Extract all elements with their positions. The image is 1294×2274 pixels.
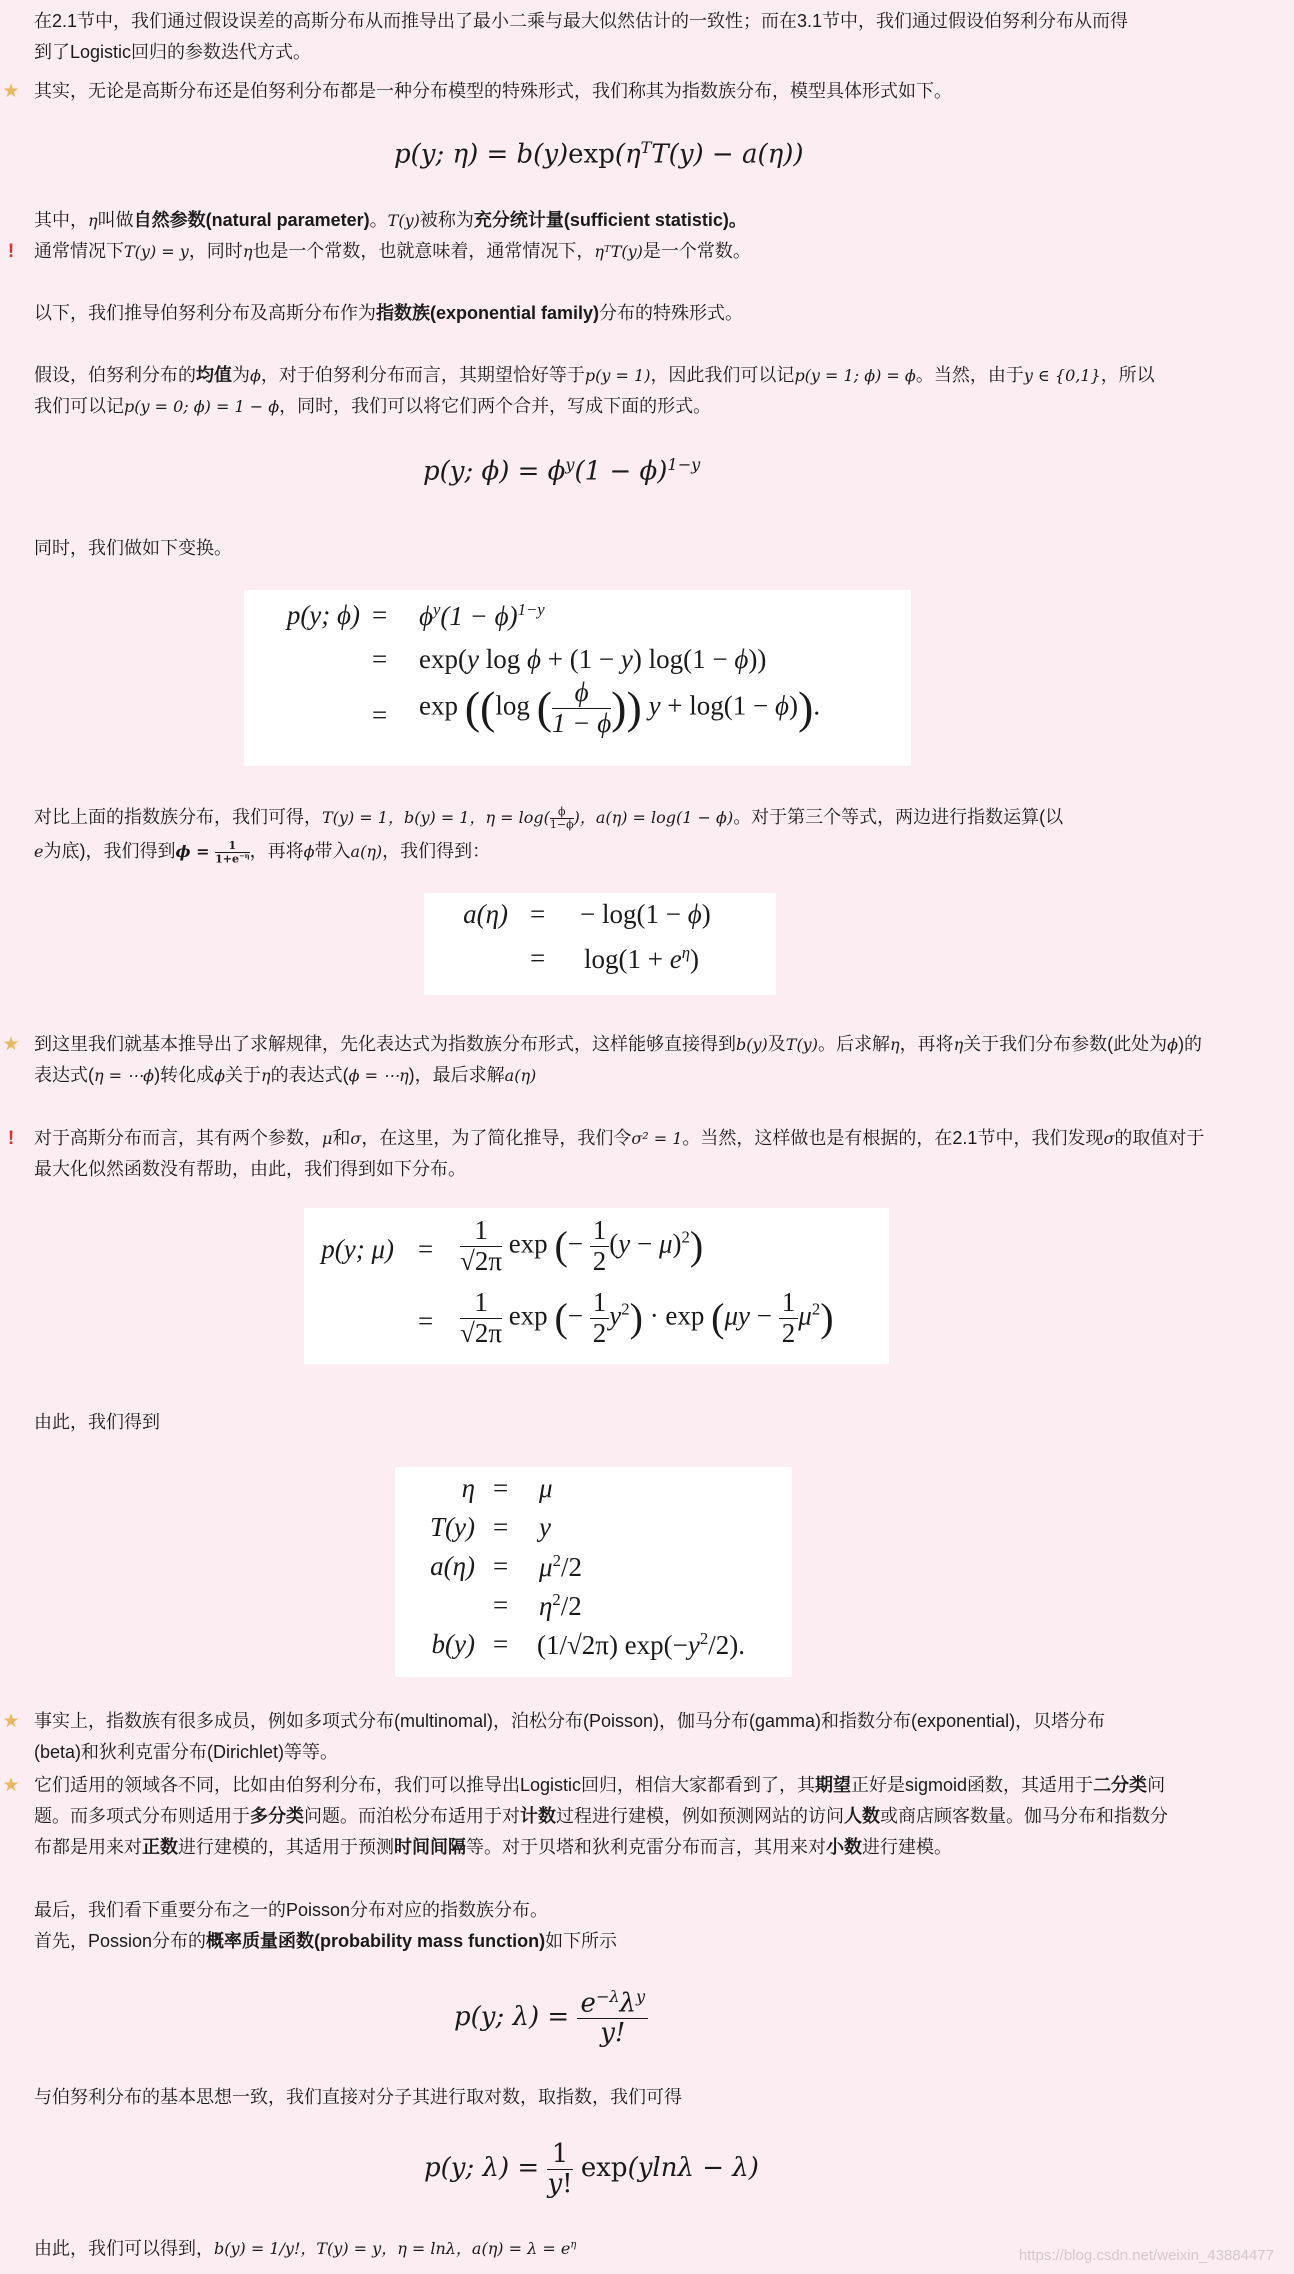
poisson-pmf-intro: 首先，Possion分布的概率质量函数(probability mass function)如下所示	[34, 1931, 618, 1951]
gaussian-result-intro: 由此，我们得到	[34, 1412, 160, 1432]
intro-paragraph-line2: 到了Logistic回归的参数迭代方式。	[34, 42, 312, 62]
a-eta-box: a(η) = − log(1 − ϕ) = $\log(1 + e^\eta)$	[424, 893, 776, 995]
applications-line2: 题。而多项式分布则适用于多分类问题。而泊松分布适用于对计数过程进行建模，例如预测网站的访问人数或商店顾客数量。伽马分布和指数分	[34, 1806, 1168, 1826]
compare-line1: 对比上面的指数族分布，我们可得，T(y) = 1，b(y) = 1，η = log( $\frac{\phi}{1-\phi}$ )，a(η) = log(1 − ϕ)。对于第三个等式，两边进行指数运算(以	[34, 804, 1064, 831]
derivation-row-1: p(y; ϕ) = $\phi^y(1 - \phi)^{1-y}$	[286, 600, 545, 631]
exclamation-icon: !	[7, 241, 15, 262]
bernoulli-mean-line2: 我们可以记p(y = 0; ϕ) = 1 − ϕ，同时，我们可以将它们两个合并，写成下面的形式。	[34, 396, 712, 416]
poisson-exp-equation: p(y; λ) = $\frac{1}{y!}$ exp(ylnλ − λ)	[424, 2139, 759, 2199]
derivation-summary-line1: 到这里我们就基本推导出了求解规律，先化表达式为指数族分布形式，这样能够直接得到b(y)及T(y)。后求解η，再将η关于我们分布参数(此处为ϕ)的	[34, 1034, 1203, 1054]
bernoulli-derivation-box	[244, 590, 911, 766]
star-icon: ★	[2, 1711, 20, 1732]
derivation-row-2: = exp(y log ϕ + (1 − y) log(1 − ϕ))	[372, 644, 767, 674]
derivation-row-3: = exp ((log ( $\frac{\phi}{1 - \phi}$ )) y + log(1 − ϕ)).	[372, 677, 821, 738]
constant-note-line: 通常情况下T(y) = y，同时η也是一个常数，也就意味着，通常情况下，ηᵀT(y)是一个常数。	[34, 241, 751, 261]
gaussian-params-box: η = μ T(y) = y a(η) = $\mu^2/2$ = $\eta^2/2$ b(y) = (1/√2π) $\exp(-y^2/2)$.	[395, 1467, 792, 1677]
poisson-pmf-equation: p(y; λ) = $\frac{e^{-\lambda}\lambda^y}{y!}$	[454, 1988, 648, 2048]
natural-parameter-line: 其中，η叫做自然参数(natural parameter)。T(y)被称为充分统计量(sufficient statistic)。	[34, 210, 747, 230]
gaussian-row-2: = $\frac{1}{√2\pi}$ exp (− $\frac{1}{2}$ $y^2) \cdot \exp (\mu y$ − $\frac{1}{2}$ $\mu^2$)	[418, 1287, 834, 1348]
compare-line2: e为底)，我们得到ϕ = $\frac{1}{1+e^{-\eta}}$ ，再将ϕ带入a(η)，我们得到：	[34, 838, 491, 866]
gaussian-derivation-box	[304, 1208, 889, 1364]
intro-paragraph-line1: 在2.1节中，我们通过假设误差的高斯分布从而推导出了最小二乘与最大似然估计的一致性；而在3.1节中，我们通过假设伯努利分布从而得	[34, 11, 1129, 31]
exp-family-equation: p(y; $\eta) = b(y)\exp(\eta^TT(y) - a(\eta))$	[394, 138, 804, 170]
poisson-result-line: 由此，我们可以得到，b(y) = 1/y!，T(y) = y，η = lnλ，$a(\eta) = \lambda = e^\eta$	[34, 2238, 577, 2259]
derivation-summary-line2: 表达式(η = ⋯ϕ)转化成ϕ关于η的表达式(ϕ = ⋯η)，最后求解a(η)	[34, 1065, 537, 1085]
bernoulli-mean-line1: 假设，伯努利分布的均值为ϕ，对于伯努利分布而言，其期望恰好等于p(y = 1)，因此我们可以记p(y = 1; ϕ) = ϕ。当然，由于y ∈ {0,1}，所以	[34, 365, 1155, 385]
applications-line3: 布都是用来对正数进行建模的，其适用于预测时间间隔等。对于贝塔和狄利克雷分布而言，其用来对小数进行建模。	[34, 1837, 952, 1857]
watermark: https://blog.csdn.net/weixin_43884477	[1018, 2247, 1274, 2264]
derivation-intro: 以下，我们推导伯努利分布及高斯分布作为指数族(exponential family)分布的特殊形式。	[34, 303, 744, 323]
star-icon: ★	[2, 1034, 20, 1055]
family-members-line2: (beta)和狄利克雷分布(Dirichlet)等等。	[34, 1742, 339, 1762]
gaussian-intro-line2: 最大化似然函数没有帮助，由此，我们得到如下分布。	[34, 1159, 466, 1179]
transform-intro: 同时，我们做如下变换。	[34, 538, 232, 558]
poisson-transform-intro: 与伯努利分布的基本思想一致，我们直接对分子其进行取对数，取指数，我们可得	[34, 2087, 682, 2107]
star-icon: ★	[2, 1775, 20, 1796]
applications-line1: 它们适用的领域各不同，比如由伯努利分布，我们可以推导出Logistic回归，相信大家都看到了，其期望正好是sigmoid函数，其适用于二分类问	[34, 1775, 1166, 1795]
family-members-line1: 事实上，指数族有很多成员，例如多项式分布(multinomal)，泊松分布(Poisson)，伽马分布(gamma)和指数分布(exponential)，贝塔分布	[34, 1711, 1106, 1731]
exclamation-icon: !	[7, 1128, 15, 1149]
star-icon: ★	[2, 81, 20, 102]
poisson-intro: 最后，我们看下重要分布之一的Poisson分布对应的指数族分布。	[34, 1900, 549, 1920]
gaussian-intro-line1: 对于高斯分布而言，其有两个参数，μ和σ，在这里，为了简化推导，我们令σ² = 1。当然，这样做也是有根据的，在2.1节中，我们发现σ的取值对于	[34, 1128, 1205, 1148]
exp-family-intro: 其实，无论是高斯分布还是伯努利分布都是一种分布模型的特殊形式，我们称其为指数族分布，模型具体形式如下。	[34, 81, 952, 101]
bernoulli-equation: p(y; $\phi) = \phi^y(1 - \phi)^{1-y}$	[423, 455, 701, 487]
gaussian-row-1: p(y; μ) = $\frac{1}{√2\pi}$ exp (− $\frac{1}{2}$ $(y - \mu)^2$)	[321, 1215, 704, 1276]
